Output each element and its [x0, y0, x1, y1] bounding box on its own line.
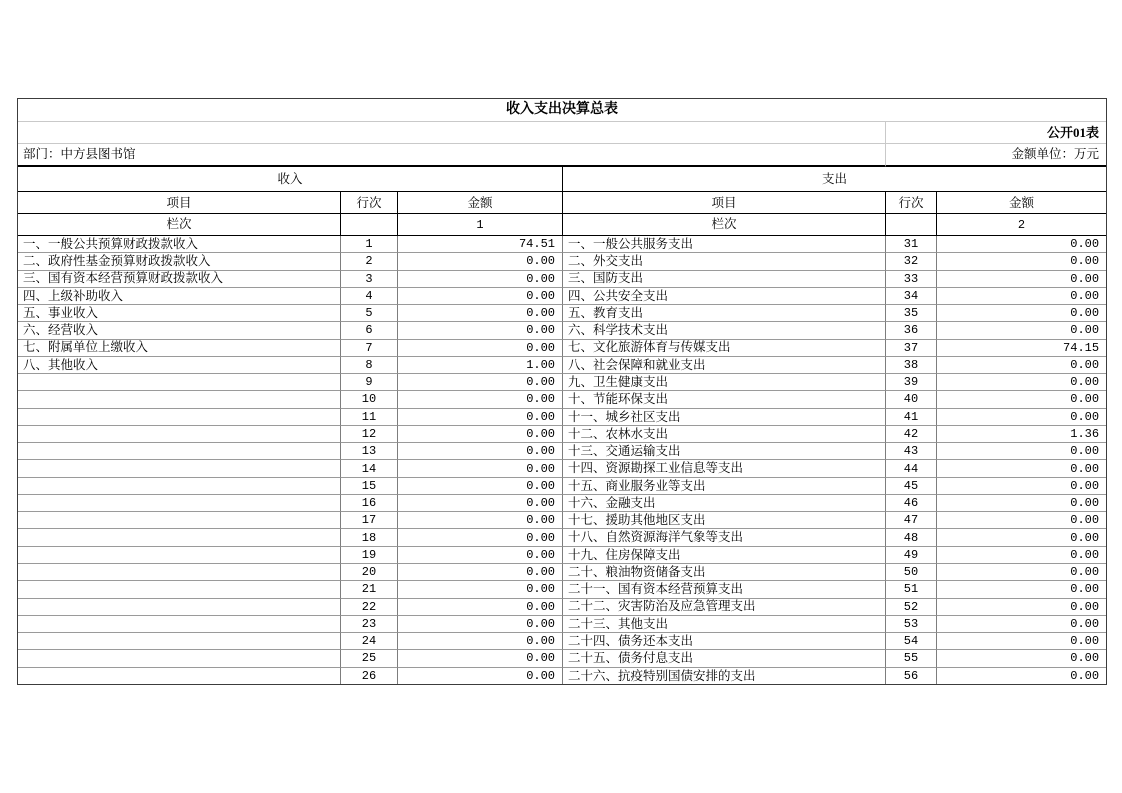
expense-amount: 0.00 — [937, 271, 1106, 288]
income-item-label — [18, 460, 341, 477]
expense-line-no: 53 — [886, 616, 937, 633]
income-amount: 74.51 — [398, 236, 563, 253]
income-item-label — [18, 529, 341, 546]
expense-item-label: 六、科学技术支出 — [563, 322, 886, 339]
table-row — [18, 616, 1106, 633]
expense-amount: 0.00 — [937, 529, 1106, 546]
table-row — [18, 374, 1106, 391]
expense-item-label: 二十二、灾害防治及应急管理支出 — [563, 599, 886, 616]
amount-unit-label: 金额单位：万元 — [886, 144, 1106, 167]
income-col-item: 项目 — [18, 192, 341, 214]
expense-item-label: 三、国防支出 — [563, 271, 886, 288]
income-item-label: 一、一般公共预算财政拨款收入 — [18, 236, 341, 253]
expense-item-label: 二十五、债务付息支出 — [563, 650, 886, 667]
expense-item-label: 十九、住房保障支出 — [563, 547, 886, 564]
expense-amount: 0.00 — [937, 322, 1106, 339]
income-item-label — [18, 547, 341, 564]
income-line-no: 13 — [341, 443, 398, 460]
expense-line-no: 46 — [886, 495, 937, 512]
income-item-label — [18, 512, 341, 529]
expense-item-label: 一、一般公共服务支出 — [563, 236, 886, 253]
income-amount: 0.00 — [398, 305, 563, 322]
expense-line-no: 51 — [886, 581, 937, 598]
expense-item-label: 二十六、抗疫特别国债安排的支出 — [563, 668, 886, 684]
income-item-label: 五、事业收入 — [18, 305, 341, 322]
expense-amount: 0.00 — [937, 253, 1106, 270]
department-row — [18, 144, 1106, 167]
expense-column-index: 2 — [937, 214, 1106, 236]
income-index-blank — [341, 214, 398, 236]
income-amount: 0.00 — [398, 271, 563, 288]
table-row — [18, 633, 1106, 650]
income-line-no: 3 — [341, 271, 398, 288]
page-title: 收入支出决算总表 — [18, 99, 1106, 122]
expense-item-label: 二十三、其他支出 — [563, 616, 886, 633]
expense-line-no: 56 — [886, 668, 937, 684]
expense-line-no: 37 — [886, 340, 937, 357]
table-row — [18, 288, 1106, 305]
expense-amount: 0.00 — [937, 564, 1106, 581]
table-row — [18, 512, 1106, 529]
table-row — [18, 478, 1106, 495]
income-amount: 0.00 — [398, 547, 563, 564]
expense-line-no: 50 — [886, 564, 937, 581]
table-row — [18, 564, 1106, 581]
expense-index-blank — [886, 214, 937, 236]
expense-line-no: 40 — [886, 391, 937, 408]
income-item-label: 七、附属单位上缴收入 — [18, 340, 341, 357]
expense-item-label: 十二、农林水支出 — [563, 426, 886, 443]
income-amount: 0.00 — [398, 478, 563, 495]
expense-line-no: 31 — [886, 236, 937, 253]
income-line-no: 23 — [341, 616, 398, 633]
income-item-label: 六、经营收入 — [18, 322, 341, 339]
income-line-no: 6 — [341, 322, 398, 339]
expense-item-label: 十七、援助其他地区支出 — [563, 512, 886, 529]
income-amount: 0.00 — [398, 391, 563, 408]
table-row — [18, 253, 1106, 270]
income-item-label — [18, 564, 341, 581]
table-row — [18, 391, 1106, 408]
expense-line-no: 41 — [886, 409, 937, 426]
expense-amount: 74.15 — [937, 340, 1106, 357]
income-amount: 0.00 — [398, 512, 563, 529]
expense-section-header: 支出 — [563, 167, 1106, 193]
expense-line-no: 55 — [886, 650, 937, 667]
income-amount: 0.00 — [398, 495, 563, 512]
income-line-no: 19 — [341, 547, 398, 564]
expense-col-amount: 金额 — [937, 192, 1106, 214]
table-row — [18, 340, 1106, 357]
income-item-label — [18, 650, 341, 667]
final-accounts-table — [17, 98, 1107, 685]
income-line-no: 15 — [341, 478, 398, 495]
income-line-no: 9 — [341, 374, 398, 391]
income-line-no: 7 — [341, 340, 398, 357]
table-row — [18, 650, 1106, 667]
income-line-no: 22 — [341, 599, 398, 616]
expense-item-label: 十、节能环保支出 — [563, 391, 886, 408]
expense-line-no: 52 — [886, 599, 937, 616]
expense-item-label: 九、卫生健康支出 — [563, 374, 886, 391]
expense-line-no: 42 — [886, 426, 937, 443]
expense-line-no: 54 — [886, 633, 937, 650]
income-column-index: 1 — [398, 214, 563, 236]
expense-item-label: 八、社会保障和就业支出 — [563, 357, 886, 374]
income-amount: 0.00 — [398, 581, 563, 598]
expense-amount: 0.00 — [937, 599, 1106, 616]
expense-amount: 0.00 — [937, 288, 1106, 305]
income-line-no: 12 — [341, 426, 398, 443]
income-amount: 0.00 — [398, 426, 563, 443]
income-amount: 1.00 — [398, 357, 563, 374]
table-row — [18, 599, 1106, 616]
expense-line-no: 43 — [886, 443, 937, 460]
income-amount: 0.00 — [398, 340, 563, 357]
income-item-label — [18, 426, 341, 443]
income-section-header: 收入 — [18, 167, 563, 193]
expense-item-label: 七、文化旅游体育与传媒支出 — [563, 340, 886, 357]
expense-amount: 0.00 — [937, 443, 1106, 460]
expense-item-label: 十四、资源勘探工业信息等支出 — [563, 460, 886, 477]
expense-item-label: 十一、城乡社区支出 — [563, 409, 886, 426]
income-item-label — [18, 409, 341, 426]
income-item-label — [18, 668, 341, 684]
expense-amount: 0.00 — [937, 305, 1106, 322]
income-line-no: 1 — [341, 236, 398, 253]
expense-line-no: 38 — [886, 357, 937, 374]
expense-line-no: 34 — [886, 288, 937, 305]
income-amount: 0.00 — [398, 616, 563, 633]
income-amount: 0.00 — [398, 460, 563, 477]
income-amount: 0.00 — [398, 322, 563, 339]
income-amount: 0.00 — [398, 564, 563, 581]
expense-line-no: 36 — [886, 322, 937, 339]
form-code-blank-cell — [18, 122, 886, 144]
expense-item-label: 二十、粮油物资储备支出 — [563, 564, 886, 581]
income-line-no: 20 — [341, 564, 398, 581]
income-line-no: 18 — [341, 529, 398, 546]
income-line-no: 2 — [341, 253, 398, 270]
expense-item-label: 四、公共安全支出 — [563, 288, 886, 305]
income-line-no: 24 — [341, 633, 398, 650]
expense-item-label: 二十一、国有资本经营预算支出 — [563, 581, 886, 598]
expense-amount: 0.00 — [937, 460, 1106, 477]
income-amount: 0.00 — [398, 633, 563, 650]
income-item-label: 四、上级补助收入 — [18, 288, 341, 305]
expense-item-label: 十六、金融支出 — [563, 495, 886, 512]
expense-item-label: 十八、自然资源海洋气象等支出 — [563, 529, 886, 546]
table-row — [18, 409, 1106, 426]
income-item-label — [18, 374, 341, 391]
income-item-label — [18, 633, 341, 650]
expense-amount: 0.00 — [937, 512, 1106, 529]
column-header-row — [18, 192, 1106, 214]
expense-line-no: 39 — [886, 374, 937, 391]
expense-item-label: 五、教育支出 — [563, 305, 886, 322]
income-amount: 0.00 — [398, 374, 563, 391]
income-amount: 0.00 — [398, 253, 563, 270]
income-item-label — [18, 391, 341, 408]
income-line-no: 26 — [341, 668, 398, 684]
table-row — [18, 305, 1106, 322]
expense-line-no: 45 — [886, 478, 937, 495]
income-line-no: 5 — [341, 305, 398, 322]
table-row — [18, 529, 1106, 546]
expense-item-label: 十三、交通运输支出 — [563, 443, 886, 460]
expense-line-no: 44 — [886, 460, 937, 477]
income-line-no: 16 — [341, 495, 398, 512]
expense-item-label: 二、外交支出 — [563, 253, 886, 270]
income-line-no: 14 — [341, 460, 398, 477]
table-row — [18, 357, 1106, 374]
income-line-no: 4 — [341, 288, 398, 305]
income-item-label: 三、国有资本经营预算财政拨款收入 — [18, 271, 341, 288]
income-index-label: 栏次 — [18, 214, 341, 236]
table-row — [18, 581, 1106, 598]
expense-col-item: 项目 — [563, 192, 886, 214]
table-row — [18, 460, 1106, 477]
expense-index-label: 栏次 — [563, 214, 886, 236]
expense-line-no: 33 — [886, 271, 937, 288]
income-line-no: 25 — [341, 650, 398, 667]
income-line-no: 21 — [341, 581, 398, 598]
income-line-no: 8 — [341, 357, 398, 374]
expense-line-no: 47 — [886, 512, 937, 529]
income-amount: 0.00 — [398, 288, 563, 305]
expense-amount: 0.00 — [937, 616, 1106, 633]
table-row — [18, 271, 1106, 288]
title-row — [18, 99, 1106, 122]
income-amount: 0.00 — [398, 668, 563, 684]
section-header-row — [18, 167, 1106, 193]
income-item-label — [18, 581, 341, 598]
expense-amount: 0.00 — [937, 650, 1106, 667]
data-rows — [18, 236, 1106, 684]
income-item-label — [18, 478, 341, 495]
expense-amount: 0.00 — [937, 391, 1106, 408]
income-col-amount: 金额 — [398, 192, 563, 214]
expense-line-no: 48 — [886, 529, 937, 546]
income-amount: 0.00 — [398, 650, 563, 667]
income-amount: 0.00 — [398, 409, 563, 426]
column-index-row — [18, 214, 1106, 236]
table-row — [18, 426, 1106, 443]
form-code: 公开01表 — [886, 122, 1106, 144]
income-item-label: 二、政府性基金预算财政拨款收入 — [18, 253, 341, 270]
income-item-label: 八、其他收入 — [18, 357, 341, 374]
expense-line-no: 35 — [886, 305, 937, 322]
expense-amount: 0.00 — [937, 633, 1106, 650]
income-item-label — [18, 616, 341, 633]
expense-item-label: 十五、商业服务业等支出 — [563, 478, 886, 495]
expense-line-no: 49 — [886, 547, 937, 564]
expense-line-no: 32 — [886, 253, 937, 270]
expense-col-line: 行次 — [886, 192, 937, 214]
expense-amount: 0.00 — [937, 236, 1106, 253]
table-row — [18, 495, 1106, 512]
income-item-label — [18, 599, 341, 616]
expense-item-label: 二十四、债务还本支出 — [563, 633, 886, 650]
income-line-no: 10 — [341, 391, 398, 408]
income-amount: 0.00 — [398, 599, 563, 616]
expense-amount: 0.00 — [937, 374, 1106, 391]
income-item-label — [18, 443, 341, 460]
expense-amount: 0.00 — [937, 357, 1106, 374]
form-code-row — [18, 122, 1106, 144]
expense-amount: 0.00 — [937, 495, 1106, 512]
expense-amount: 0.00 — [1070, 668, 1100, 683]
table-row — [18, 236, 1106, 253]
table-row — [18, 547, 1106, 564]
income-line-no: 11 — [341, 409, 398, 426]
table-row — [18, 322, 1106, 339]
income-item-label — [18, 495, 341, 512]
income-amount: 0.00 — [398, 529, 563, 546]
expense-amount: 0.00 — [937, 547, 1106, 564]
income-amount: 0.00 — [398, 443, 563, 460]
department-label: 部门：中方县图书馆 — [18, 144, 886, 167]
table-row — [18, 443, 1106, 460]
table-row — [18, 668, 1106, 684]
expense-amount: 0.00 — [937, 409, 1106, 426]
expense-amount: 0.00 — [937, 478, 1106, 495]
expense-amount: 1.36 — [937, 426, 1106, 443]
income-line-no: 17 — [341, 512, 398, 529]
income-col-line: 行次 — [341, 192, 398, 214]
expense-amount: 0.00 — [937, 581, 1106, 598]
